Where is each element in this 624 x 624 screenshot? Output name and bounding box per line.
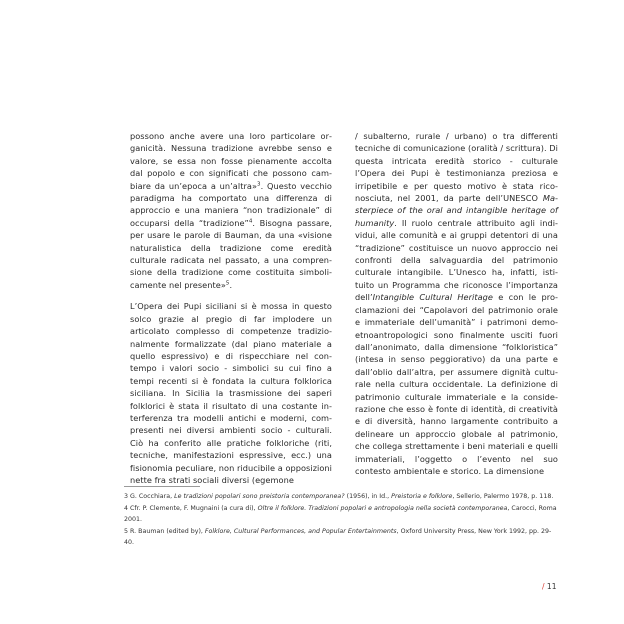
footnote-ref-5: 5 [225,280,230,287]
paragraph: possono anche avere una loro particolare organicità. Nessuna tradizione avrebbe senso e valore, se essa non fosse pienamente accolta dal popolo e con significati che possono cambiare da un’epoca a un’altra»$^3$. Questo vecchio paradigma ha comportato una differenza di approccio e una maniera “non tradizionale” di occuparsi della “tradizione”$^4$. Bisogna passare, per usare le parole di Bauman, da una «visione naturalistica della tradizione come eredità culturale radicata nel passato, a una comprensione della tradizione come costituita simbolicamente nel presente»$^5$. [130,131,332,290]
footnote-ref-4: 4 [248,218,253,225]
footnotes [124,492,560,550]
text-column-right [355,130,558,486]
paragraph: / subalterno, rurale / urbano) o tra differenti tecniche di comunicazione (oralità / scrittura). Di questa intricata eredità storico - culturale l’Opera dei Pupi è testimonianza preziosa e irripetibile e per questo motivo è stata riconosciuta, nel 2001, da parte dell’UNESCO Masterpiece of the oral and intangible heritage of humanity. Il ruolo centrale attribuito agli individui, alle comunità e ai gruppi detentori di una “tradizione” costituisce un nuovo approccio nei confronti della salvaguardia del patrimonio culturale intangibile. L’Unesco ha, infatti, istituito un Programma che riconosce l’importanza dell’Intangible Cultural Heritage e con le proclamazioni dei “Capolavori del patrimonio orale e immateriale dell’umanità” i patrimoni demoetnoantropologici sono finalmente usciti fuori dall’anonimato, dalla dimensione “folkloristica” (intesa in senso peggiorativo) da una parte e dall’oblio dall’altra, per assumere dignità culturale nella cultura occidentale. La definizione di patrimonio culturale immateriale e la considerazione che esso è fonte di identità, di creatività e di diversità, hanno largamente contribuito a delineare un approccio globale al patrimonio, che collega strettamente i beni materiali e quelli immateriali, l’oggetto o l’evento nel suo contesto ambientale e storico. La dimensione [355,131,558,476]
footnote-3: 3 G. Cocchiara, Le tradizioni popolari sono preistoria contemporanea? (1956), in Id., Preistoria e folklore, Sellerio, Palermo 1978, p. 118. [124,493,554,500]
footnote-ref-3: 3 [257,180,261,187]
page-number [542,582,556,591]
page-number-value: 11 [546,582,557,591]
page-number-slash: / [542,582,545,591]
text-column-left [130,130,332,495]
footnote-5: 5 R. Bauman (edited by), Folklore, Cultural Performances, and Popular Entertainments, Oxford University Press, New York 1992, pp. 29-40. [124,528,552,546]
footnote-4: 4 Cfr. P. Clemente, F. Mugnaini (a cura di), Oltre il folklore. Tradizioni popolari e antropologia nella società contemporanea, Carocci, Roma 2001. [124,505,557,523]
paragraph: L’Opera dei Pupi siciliani si è mossa in questo solco grazie al pregio di far implodere un articolato complesso di competenze tradizionalmente formalizzate (dal piano materiale a quello espressivo) e di rispecchiare nel contempo i valori socio - simbolici su cui fino a tempi recenti si è fondata la cultura folklorica siciliana. In Sicilia la trasmissione dei saperi folklorici è stata il risultato di una costante interferenza tra modelli antichi e moderni, compresenti nei diversi ambienti socio - culturali. Ciò ha conferito alle pratiche folkloriche (riti, tecniche, manifestazioni espressive, ecc.) una fisionomia peculiare, non riducibile a opposizioni nette fra strati sociali diversi (egemone [130,301,332,485]
footnote-divider [124,486,200,487]
